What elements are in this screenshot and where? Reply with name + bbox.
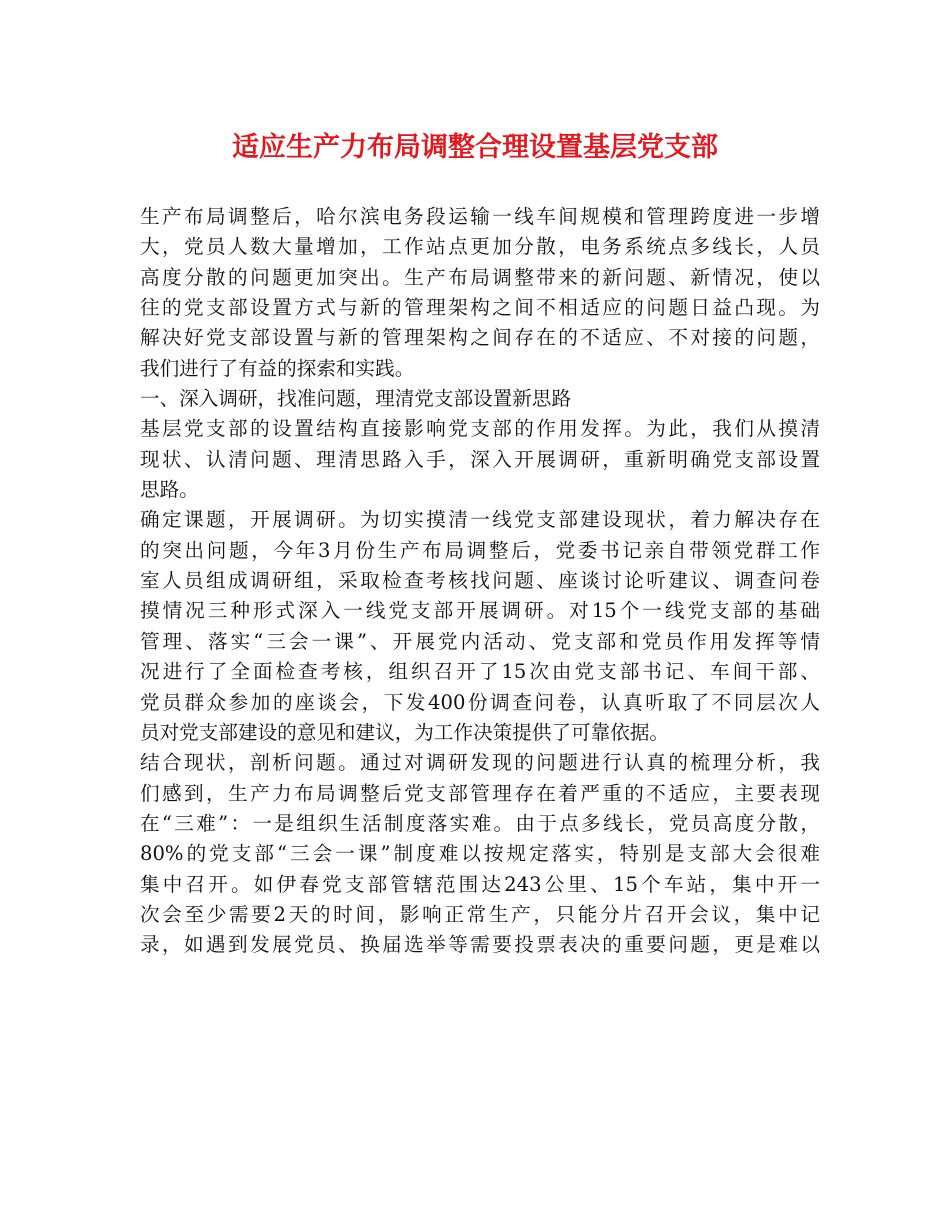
body-line: 室人员组成调研组，采取检查考核找问题、座谈讨论听建议、调查问卷 xyxy=(140,569,820,593)
body-line: 解决好党支部设置与新的管理架构之间存在的不适应、不对接的问题， xyxy=(140,326,820,350)
body-line: 思路。 xyxy=(140,478,199,502)
body-line: 基层党支部的设置结构直接影响党支部的作用发挥。为此，我们从摸清 xyxy=(140,417,820,441)
body-line: 况进行了全面检查考核，组织召开了15次由党支部书记、车间干部、 xyxy=(140,660,820,684)
body-line: 管理、落实“三会一课”、开展党内活动、党支部和党员作用发挥等情 xyxy=(140,629,820,653)
body-line: 次会至少需要2天的时间，影响正常生产，只能分片召开会议，集中记 xyxy=(140,902,820,926)
body-line: 党员群众参加的座谈会，下发400份调查问卷，认真听取了不同层次人 xyxy=(140,690,820,714)
body-line: 员对党支部建设的意见和建议，为工作决策提供了可靠依据。 xyxy=(140,720,670,744)
body-line: 摸情况三种形式深入一线党支部开展调研。对15个一线党支部的基础 xyxy=(140,599,820,623)
body-line: 结合现状，剖析问题。通过对调研发现的问题进行认真的梳理分析，我 xyxy=(140,751,820,775)
body-line: 的突出问题，今年3月份生产布局调整后，党委书记亲自带领党群工作 xyxy=(140,538,820,562)
body-line: 大，党员人数大量增加，工作站点更加分散，电务系统点多线长，人员 xyxy=(140,235,820,259)
document-title: 适应生产力布局调整合理设置基层党支部 xyxy=(232,132,718,163)
body-line: 们感到，生产力布局调整后党支部管理存在着严重的不适应，主要表现 xyxy=(140,781,820,805)
document-body xyxy=(140,202,820,961)
body-line: 集中召开。如伊春党支部管辖范围达243公里、15个车站，集中开一 xyxy=(140,872,820,896)
body-line: 一、深入调研，找准问题，理清党支部设置新思路 xyxy=(140,387,572,411)
body-line: 确定课题，开展调研。为切实摸清一线党支部建设现状，着力解决存在 xyxy=(140,508,820,532)
body-line: 我们进行了有益的探索和实践。 xyxy=(140,356,415,380)
body-line: 生产布局调整后，哈尔滨电务段运输一线车间规模和管理跨度进一步增 xyxy=(140,205,820,228)
body-line: 现状、认清问题、理清思路入手，深入开展调研，重新明确党支部设置 xyxy=(140,447,820,471)
body-line: 往的党支部设置方式与新的管理架构之间不相适应的问题日益凸现。为 xyxy=(140,296,820,320)
body-line: 80%的党支部“三会一课”制度难以按规定落实，特别是支部大会很难 xyxy=(140,842,820,866)
body-line: 录，如遇到发展党员、换届选举等需要投票表决的重要问题，更是难以 xyxy=(140,933,820,957)
body-line: 在“三难”：一是组织生活制度落实难。由于点多线长，党员高度分散， xyxy=(140,811,820,835)
body-line: 高度分散的问题更加突出。生产布局调整带来的新问题、新情况，使以 xyxy=(140,265,820,289)
